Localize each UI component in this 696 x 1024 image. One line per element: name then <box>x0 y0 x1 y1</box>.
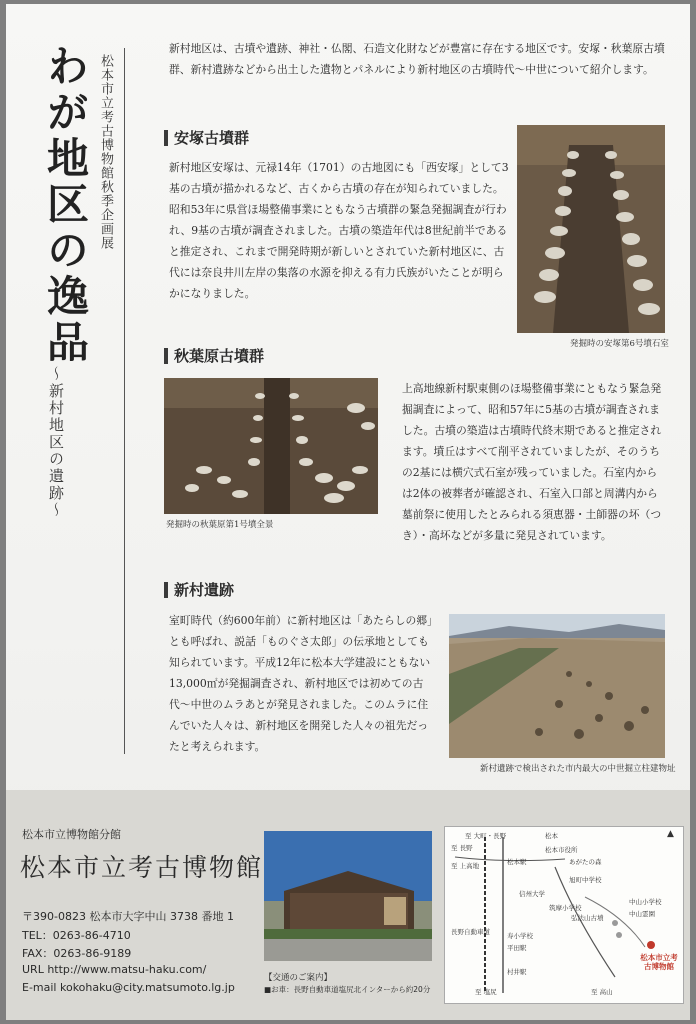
section-text-akibahara: 上高地線新村駅東側のほ場整備事業にともなう緊急発掘調査によって、昭和57年に5基の古墳が調査されました。古墳の築造は古墳時代終末期であると推定されます。墳丘はすべて削平されていましたが、そのうちの2基には横穴式石室が残っていました。石室内からは2体の被葬者が確認され、石室入口部と周溝内から墓前祭に使用したとみられる須恵器・土師器の坏（つき）・高坏などが多量に発見されています。 <box>402 382 662 542</box>
title-divider <box>124 48 125 754</box>
section-text-yasuzuka: 新村地区安塚は、元禄14年（1701）の古地図にも「西安塚」として3基の古墳が描かれるなど、古くから古墳の存在が知られていました。昭和53年に県営ほ場整備事業にともなう古墳群の緊急発掘調査が行われ、9基の古墳が調査されました。古墳の築造年代は8世紀前半であると推定され、これまで開発時期が新しいとされていた新村地区に、古代には奈良井川左岸の集落の水源を抑える有力氏族がいたことが明らかになりました。 <box>169 161 509 300</box>
map-label: 松本 <box>545 832 558 840</box>
map-museum-label: 松本市立考古博物館 <box>640 953 678 971</box>
section-text-niimura: 室町時代（約600年前）に新村地区は「あたらしの郷」とも呼ばれ、説話「ものぐさ太郎」の伝承地としても知られています。平成12年に松本大学建設にともない13,000㎡が発掘調査され、新村地区では初めての古代〜中世のムラあとが発見されました。このムラに住んでいた人々は、新村地区を開発した人々の祖先だったと考えられます。 <box>169 614 433 753</box>
access-info: ■お車：長野自動車道塩尻北インターから約20分 <box>264 985 431 994</box>
photo-caption-akibahara: 発掘時の秋葉原第1号墳全景 <box>166 520 274 530</box>
museum-tel: TEL：0263-86-4710 <box>22 929 131 942</box>
museum-url: URL http://www.matsu-haku.com/ <box>22 963 207 976</box>
museum-address: 〒390-0823 松本市大字中山 3738 番地 1 <box>22 910 234 923</box>
map-label: 至 上高地 <box>451 862 480 870</box>
museum-name: 松本市立考古博物館 <box>20 853 264 882</box>
map-label: 至 大町・長野 <box>465 832 507 840</box>
map-label: あがたの森 <box>569 858 602 866</box>
map-label: 筑摩小学校 <box>549 904 582 912</box>
map-label: 弘法山古墳 <box>571 914 604 922</box>
flyer-page <box>6 4 690 1020</box>
museum-email: E-mail kokohaku@city.matsumoto.lg.jp <box>22 981 235 994</box>
compass-north-icon: ▲ <box>667 829 674 839</box>
section-heading-yasuzuka: 安塚古墳群 <box>164 130 249 146</box>
section-heading-niimura: 新村遺跡 <box>164 582 234 598</box>
map-label: 村井駅 <box>507 968 527 976</box>
exhibit-sub-caption: 〜新村地区の遺跡〜 <box>47 366 65 519</box>
section-heading-akibahara: 秋葉原古墳群 <box>164 348 264 364</box>
map-label: 松本駅 <box>507 858 527 866</box>
photo-caption-niimura: 新村遺跡で検出された市内最大の中世掘立柱建物址 <box>480 764 676 774</box>
map-label: 旭町中学校 <box>569 876 602 884</box>
map-label: 至 長野 <box>451 844 473 852</box>
museum-fax: FAX：0263-86-9189 <box>22 947 132 960</box>
exhibit-title: わが地区の逸品 <box>41 44 90 366</box>
map-label: 寿小学校 <box>507 932 533 940</box>
photo-museum-building <box>264 831 432 961</box>
access-title: 【交通のご案内】 <box>264 973 333 983</box>
photo-caption-yasuzuka: 発掘時の安塚第6号墳石室 <box>570 339 669 349</box>
map-label: 中山霊園 <box>629 910 655 918</box>
map-label: 長野自動車道 <box>451 928 490 936</box>
exhibit-subtitle: 松本市立考古博物館秋季企画展 <box>98 54 113 250</box>
museum-footer <box>6 790 690 1020</box>
access-map <box>444 826 684 1004</box>
photo-niimura-site <box>449 614 665 758</box>
map-label: 平田駅 <box>507 944 527 952</box>
map-label: 至 高山 <box>591 988 613 996</box>
map-label: 至 塩尻 <box>475 988 497 996</box>
map-label: 松本市役所 <box>545 846 578 854</box>
museum-branch: 松本市立博物館分館 <box>22 828 121 841</box>
photo-akibahara-excavation <box>164 378 378 514</box>
photo-yasuzuka-stone-chamber <box>517 125 665 333</box>
map-label: 中山小学校 <box>629 898 662 906</box>
map-label: 信州大学 <box>519 890 545 898</box>
intro-paragraph: 新村地区は、古墳や遺跡、神社・仏閣、石造文化財などが豊富に存在する地区です。安塚・秋葉原古墳群、新村遺跡などから出土した遺物とパネルにより新村地区の古墳時代〜中世について紹介します。 <box>169 42 665 76</box>
